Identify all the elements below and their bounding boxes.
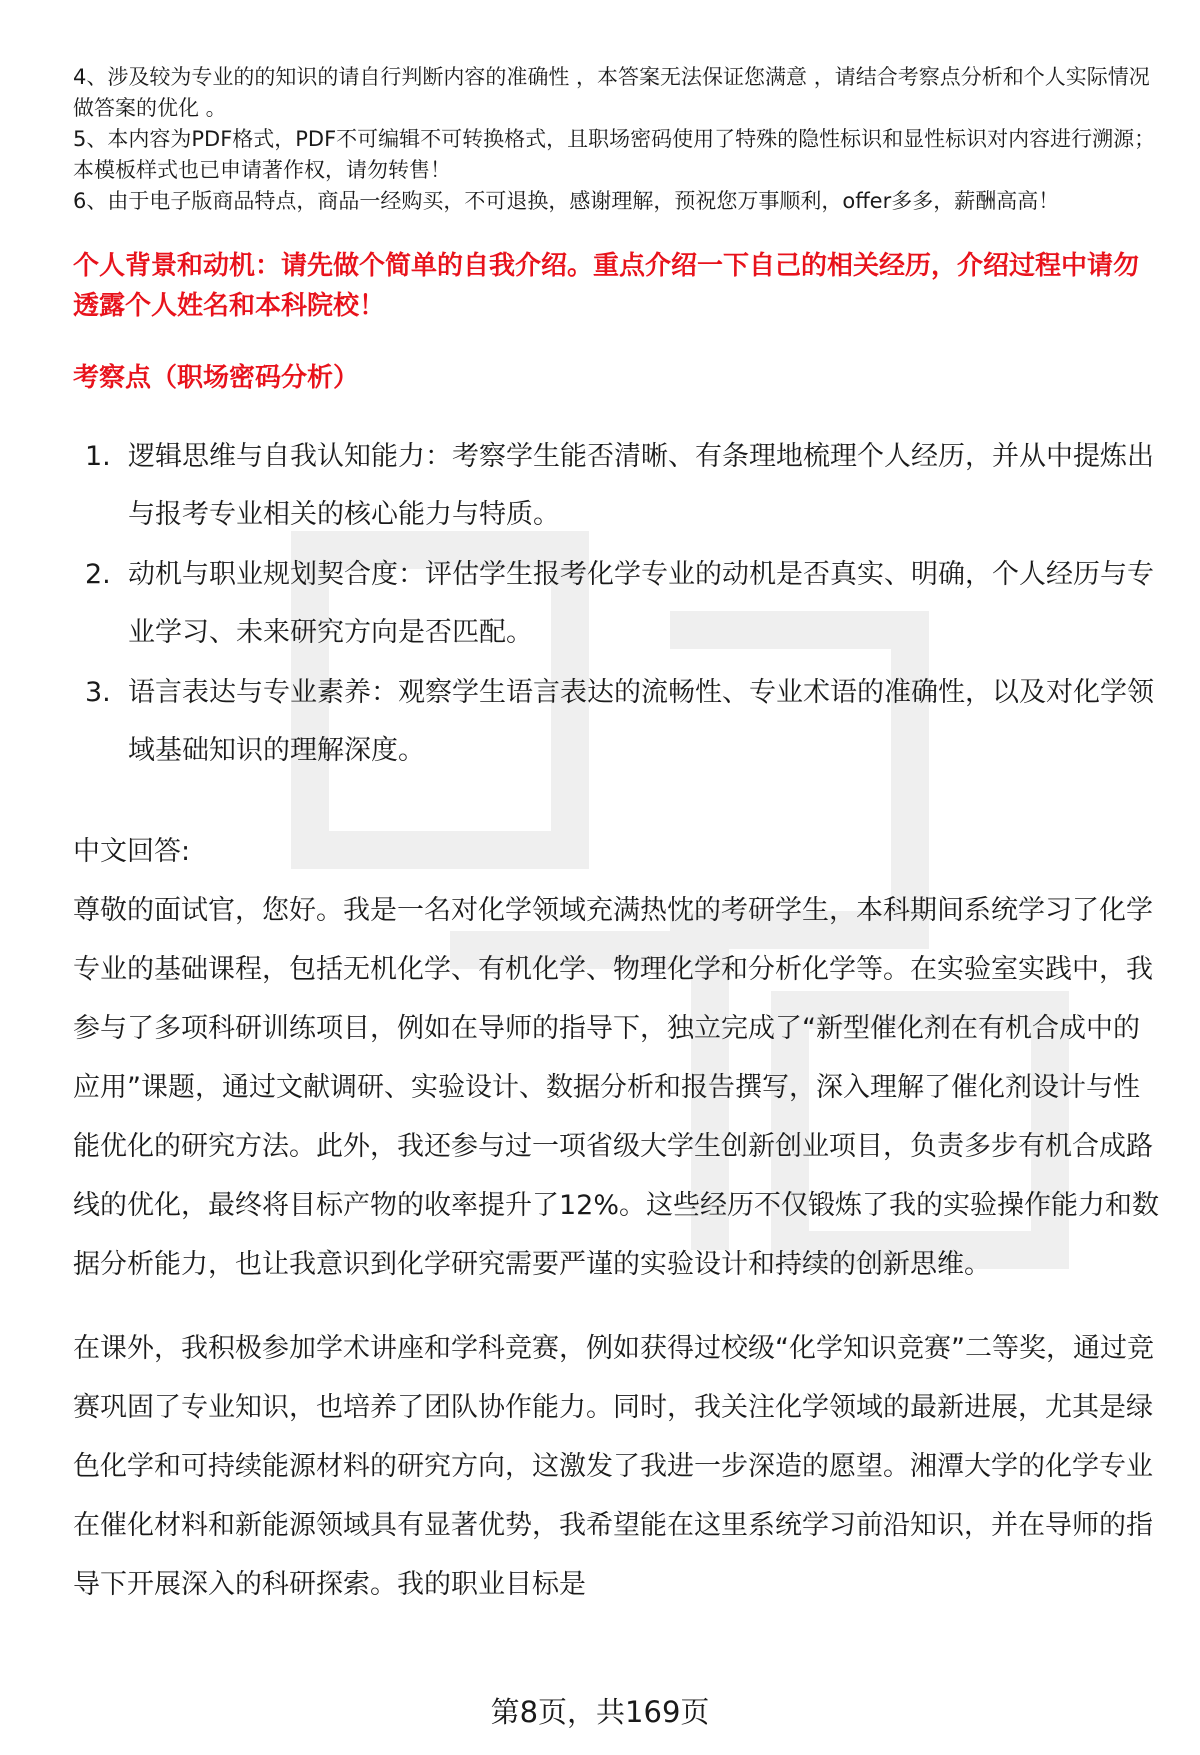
list-text: 语言表达与专业素养：观察学生语言表达的流畅性、专业术语的准确性，以及对化学领域基础知识的理解深度。 — [128, 677, 1154, 766]
list-item — [73, 664, 1163, 780]
list-text: 动机与职业规划契合度：评估学生报考化学专业的动机是否真实、明确，个人经历与专业学习、未来研究方向是否匹配。 — [128, 559, 1154, 648]
list-number: 3. — [85, 677, 111, 708]
question-heading: 个人背景和动机：请先做个简单的自我介绍。重点介绍一下自己的相关经历，介绍过程中请勿透露个人姓名和本科院校！ — [73, 251, 1140, 321]
list-item — [73, 546, 1163, 662]
answer-paragraph: 尊敬的面试官，您好。我是一名对化学领域充满热忱的考研学生，本科期间系统学习了化学专业的基础课程，包括无机化学、有机化学、物理化学和分析化学等。在实验室实践中，我参与了多项科研训练项目，例如在导师的指导下，独立完成了“新型催化剂在有机合成中的应用”课题，通过文献调研、实验设计、数据分析和报告撰写，深入理解了催化剂设计与性能优化的研究方法。此外，我还参与过一项省级大学生创新创业项目，负责多步有机合成路线的优化，最终将目标产物的收率提升了12%。这些经历不仅锻炼了我的实验操作能力和数据分析能力，也让我意识到化学研究需要严谨的实验设计和持续的创新思维。 — [73, 895, 1160, 1280]
analysis-heading: 考察点（职场密码分析） — [73, 363, 360, 393]
list-number: 2. — [85, 559, 111, 590]
answer-paragraph: 在课外，我积极参加学术讲座和学科竞赛，例如获得过校级“化学知识竞赛”二等奖，通过竞赛巩固了专业知识，也培养了团队协作能力。同时，我关注化学领域的最新进展，尤其是绿色化学和可持续能源材料的研究方向，这激发了我进一步深造的愿望。湘潭大学的化学专业在催化材料和新能源领域具有显著优势，我希望能在这里系统学习前沿知识，并在导师的指导下开展深入的科研探索。我的职业目标是 — [73, 1333, 1154, 1600]
notes-section — [73, 62, 1163, 217]
note-item: 4、涉及较为专业的的知识的请自行判断内容的准确性 ，本答案无法保证您满意 ，请结合考察点分析和个人实际情况做答案的优化 。 — [73, 65, 1150, 120]
page-footer: 第8页，共169页 — [490, 1695, 710, 1729]
list-number: 1. — [85, 441, 111, 472]
analysis-points — [73, 428, 1163, 782]
list-item — [73, 428, 1163, 544]
paragraph-gap — [73, 1294, 1163, 1319]
list-text: 逻辑思维与自我认知能力：考察学生能否清晰、有条理地梳理个人经历，并从中提炼出与报考专业相关的核心能力与特质。 — [128, 441, 1154, 530]
note-item: 6、由于电子版商品特点，商品一经购买，不可退换，感谢理解，预祝您万事顺利，offer多多，薪酬高高！ — [73, 189, 1060, 213]
note-item: 5、本内容为PDF格式，PDF不可编辑不可转换格式，且职场密码使用了特殊的隐性标识和显性标识对内容进行溯源；本模板样式也已申请著作权，请勿转售！ — [73, 127, 1156, 182]
answer-section — [73, 822, 1163, 1614]
answer-label: 中文回答: — [73, 836, 191, 867]
